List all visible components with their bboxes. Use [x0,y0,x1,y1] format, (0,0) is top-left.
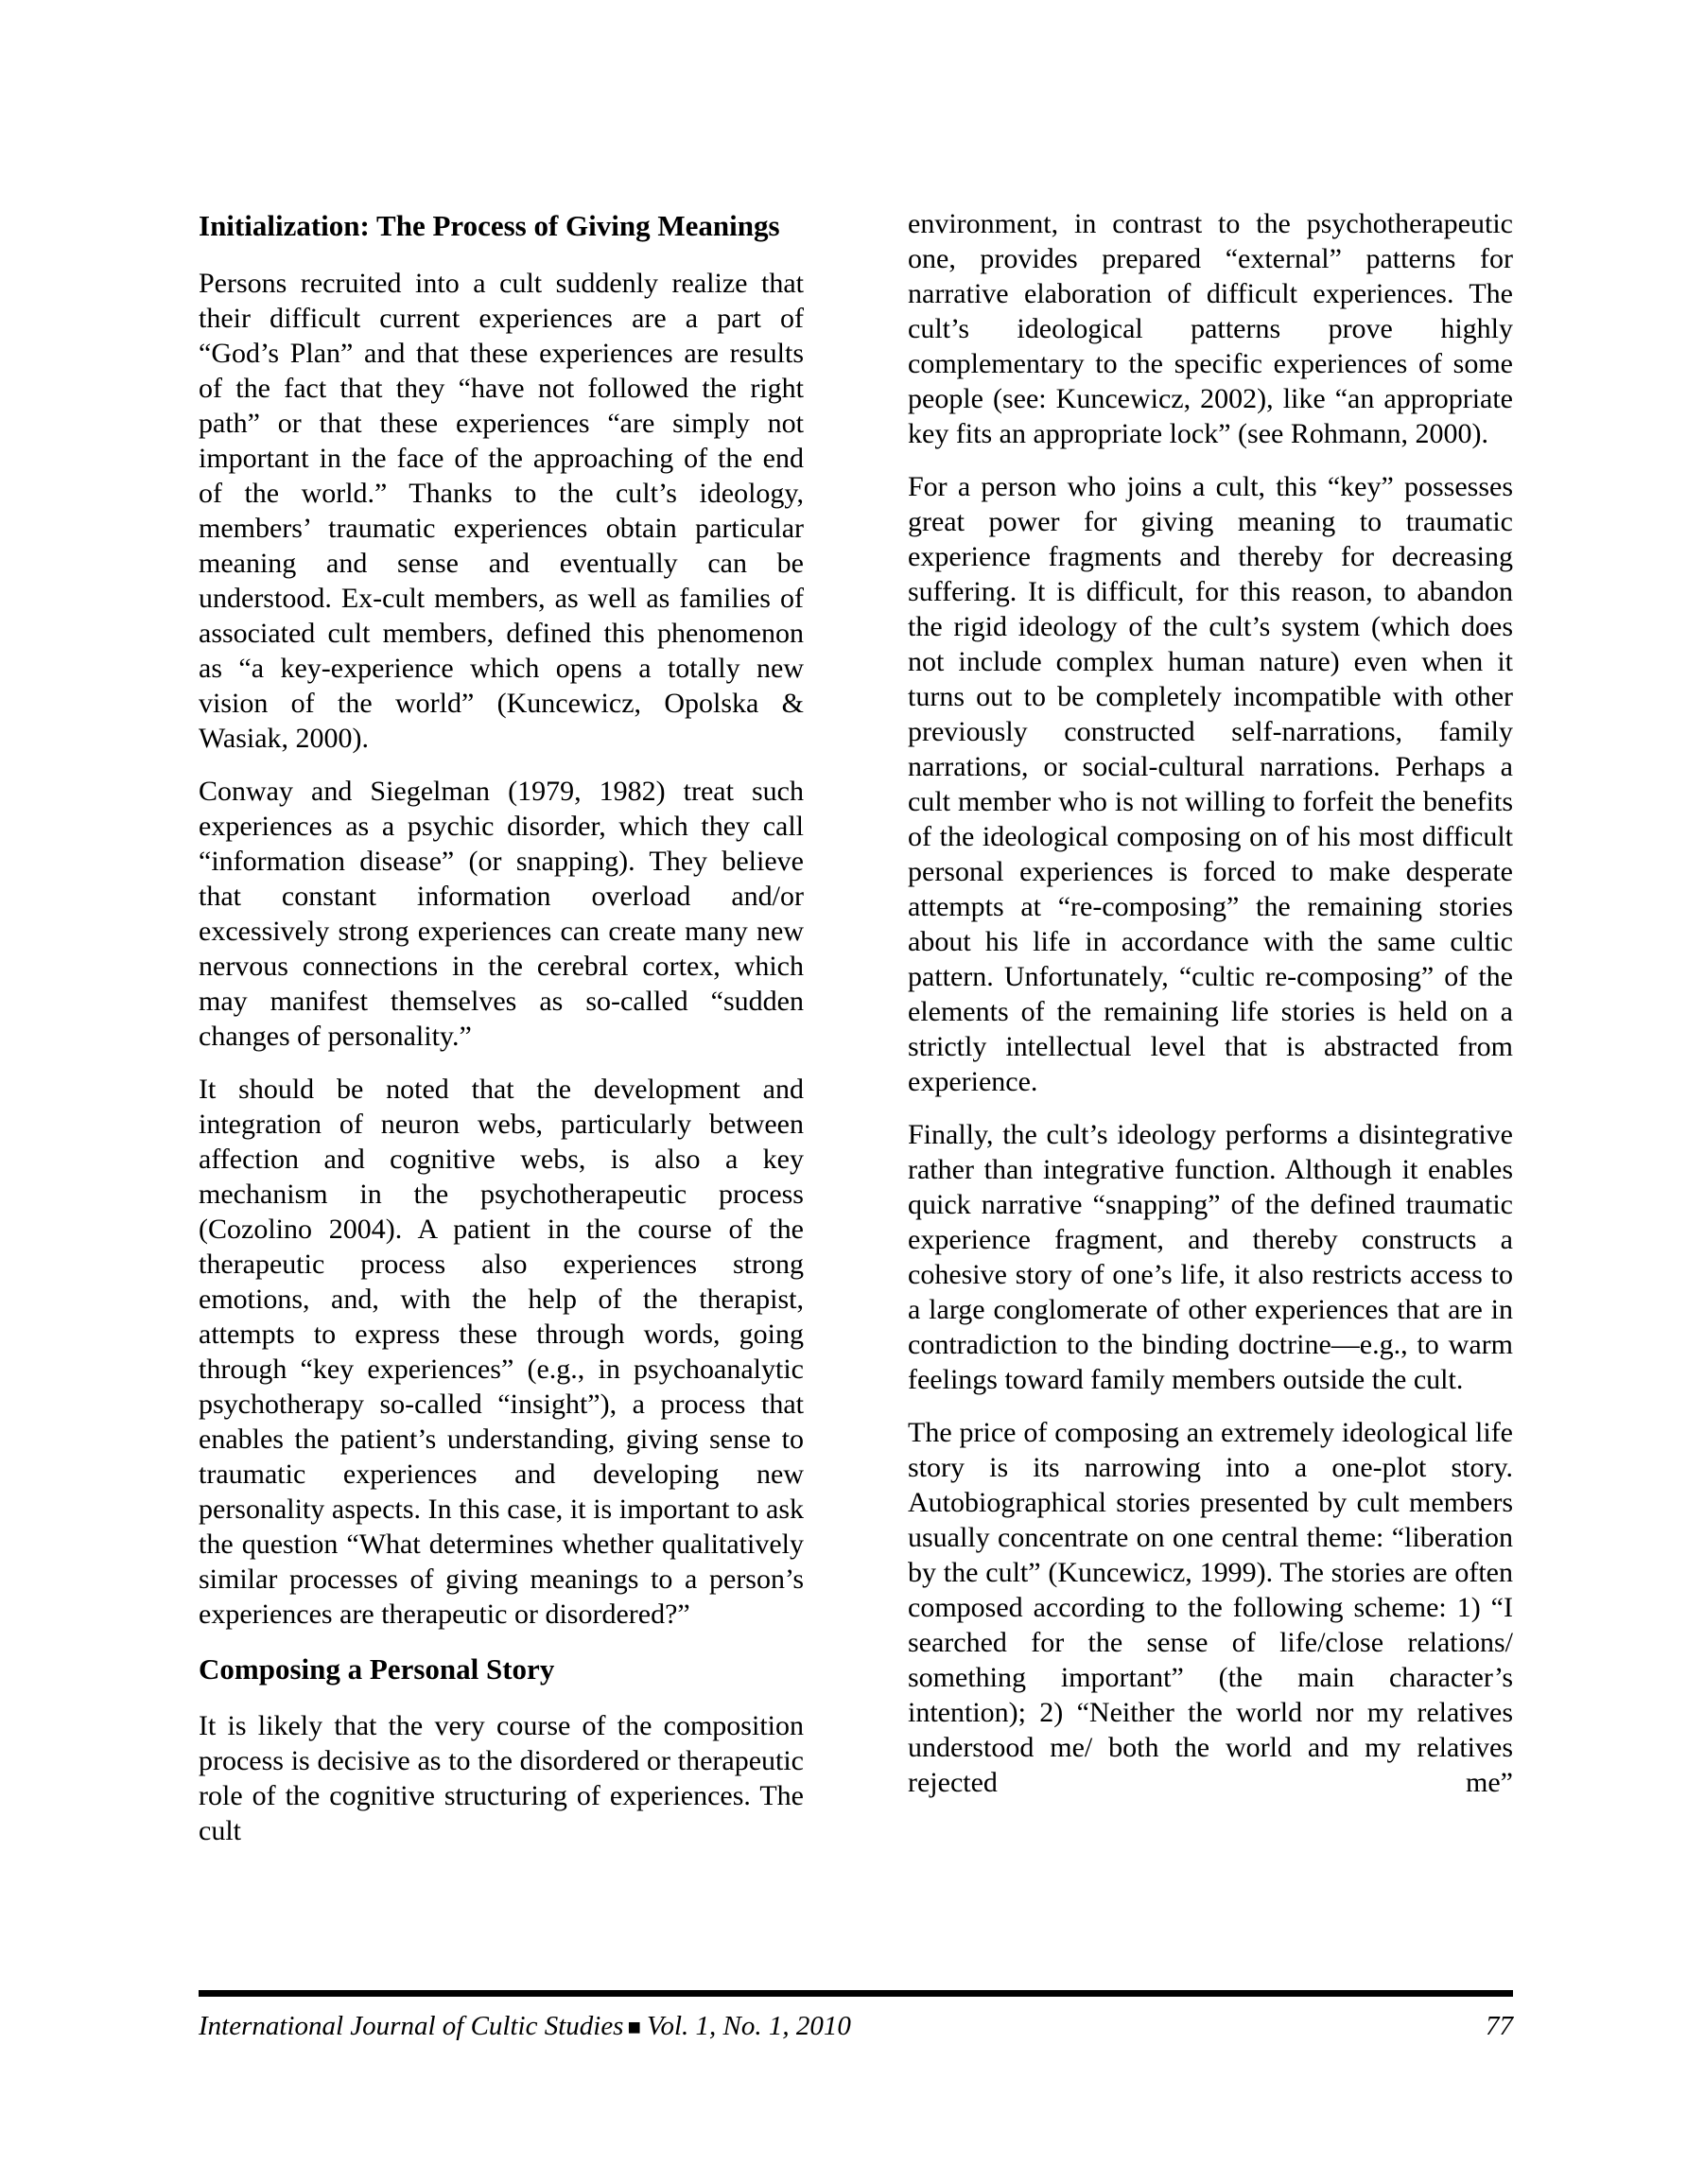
two-column-text [199,206,1513,1848]
page-number: 77 [1486,2011,1513,2041]
paragraph-environment: environment, in contrast to the psychotherapeutic one, provides prepared “external” patterns for narrative elaboration of difficult experiences. The cult’s ideological patterns prove highly complementary to the specific experiences of some people (see: Kuncewicz, 2002), like “an appropriate key fits an appropriate lock” (see Rohmann, 2000). [908,208,1513,449]
issue-info: Vol. 1, No. 1, 2010 [646,2011,851,2041]
heading-composing-personal-story: Composing a Personal Story [199,1652,555,1686]
square-bullet-icon: ■ [627,2016,641,2040]
paragraph-it-should-be-noted: It should be noted that the development and integration of neuron webs, particularly between affection and cognitive webs, is also a key mechanism in the psychotherapeutic process (Cozolino 2004). A patient in the course of the therapeutic process also experiences strong emotions, and, with the help of the therapist, attempts to express these through words, going through “key experiences” (e.g., in psychoanalytic psychotherapy so-called “insight”), a process that enables the patient’s understanding, giving sense to traumatic experiences and developing new personality aspects. In this case, it is important to ask the question “What determines whether qualitatively similar processes of giving meanings to a person’s experiences are therapeutic or disordered?” [199,1074,804,1630]
paragraph-it-is-likely: It is likely that the very course of the composition process is decisive as to the disordered or therapeutic role of the cognitive structuring of experiences. The cult [199,1710,804,1846]
paragraph-for-a-person: For a person who joins a cult, this “key” possesses great power for giving meaning to traumatic experience fragments and thereby for decreasing suffering. It is difficult, for this reason, to abandon the rigid ideology of the cult’s system (which does not include complex human nature) even when it turns out to be completely incompatible with other previously constructed self-narrations, family narrations, or social-cultural narrations. Perhaps a cult member who is not willing to forfeit the benefits of the ideological composing on of his most difficult personal experiences is forced to make desperate attempts at “re-composing” the remaining stories about his life in accordance with the same cultic pattern. Unfortunately, “cultic re-composing” of the elements of the remaining life stories is held on a strictly intellectual level that is abstracted from experience. [908,471,1513,1097]
paragraph-persons-recruited: Persons recruited into a cult suddenly realize that their difficult current experiences are a part of “God’s Plan” and that these experiences are results of the fact that they “have not followed the right path” or that these experiences “are simply not important in the face of the approaching of the end of the world.” Thanks to the cult’s ideology, members’ traumatic experiences obtain particular meaning and sense and eventually can be understood. Ex-cult members, as well as families of associated cult members, defined this phenomenon as “a key-experience which opens a totally new vision of the world” (Kuncewicz, Opolska & Wasiak, 2000). [199,268,804,754]
paragraph-finally: Finally, the cult’s ideology performs a disintegrative rather than integrative function. Although it enables quick narrative “snapping” of the defined traumatic experience fragment, and thereby constructs a cohesive story of one’s life, it also restricts access to a large conglomerate of other experiences that are in contradiction to the binding doctrine—e.g., to warm feelings toward family members outside the cult. [908,1119,1513,1395]
page-footer [199,2009,1513,2045]
right-column [908,206,1513,1848]
journal-title: International Journal of Cultic Studies [199,2011,624,2041]
paragraph-conway-siegelman: Conway and Siegelman (1979, 1982) treat such experiences as a psychic disorder, which they call “information disease” (or snapping). They believe that constant information overload and/or excessively strong experiences can create many new nervous connections in the cerebral cortex, which may manifest themselves as so-called “sudden changes of personality.” [199,776,804,1052]
paragraph-price-of-composing: The price of composing an extremely ideological life story is its narrowing into a one-plot story. Autobiographical stories presented by cult members usually concentrate on one central theme: “liberation by the cult” (Kuncewicz, 1999). The stories are often composed according to the following scheme: 1) “I searched for the sense of life/close relations/ something important” (the main character’s intention); 2) “Neither the world nor my relatives understood me/ both the world and my relatives rejected me” [908,1417,1513,1798]
footer-journal-info [199,2009,851,2045]
footer-rule [199,1990,1513,1997]
left-column [199,206,804,1848]
heading-initialization: Initialization: The Process of Giving Meanings [199,209,780,242]
